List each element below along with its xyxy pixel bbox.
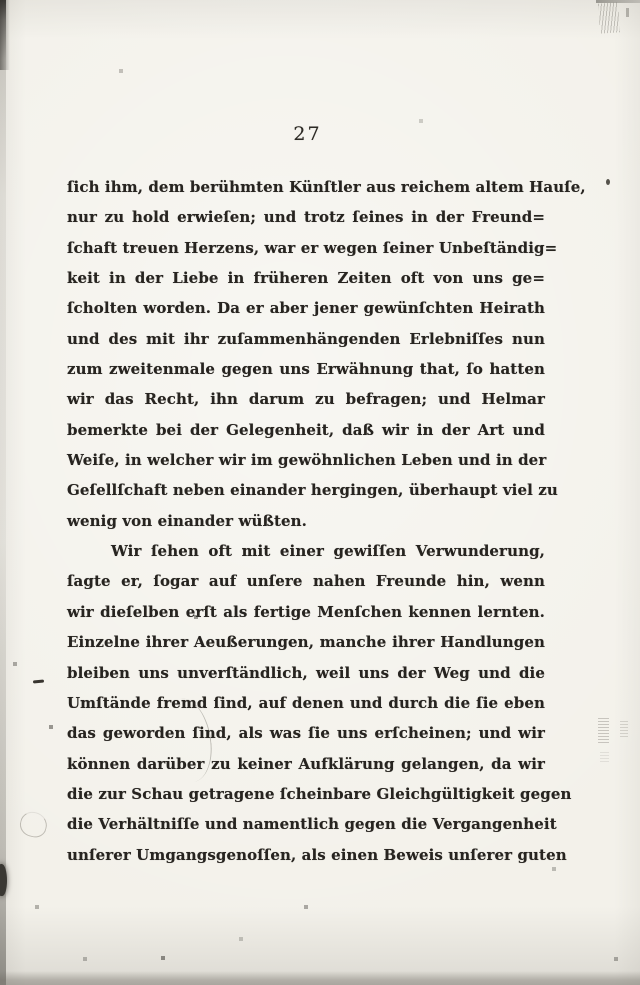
scan-smudge-right-3 xyxy=(600,750,609,762)
scan-bottom-shadow-band xyxy=(0,971,640,985)
text-line: das geworden ſind, als was ſie uns erſcheinen; und wir xyxy=(67,724,545,743)
text-line: die Verhältniſſe und namentlich gegen die Vergangenheit xyxy=(67,815,557,834)
scan-specks xyxy=(0,0,2,2)
text-line: bemerkte bei der Gelegenheit, daß wir in der Art und xyxy=(67,420,545,439)
text-line: nur zu hold erwieſen; und trotz ſeines in der Freund= xyxy=(67,208,545,227)
text-line: Wir ſehen oft mit einer gewiſſen Verwunderung, xyxy=(111,542,545,561)
scan-smudge-top-right xyxy=(598,2,620,33)
text-line: wir das Recht, ihn darum zu befragen; und Helmar xyxy=(67,390,545,409)
scan-dash-left-margin xyxy=(33,680,44,684)
text-line: ſcholten worden. Da er aber jener gewünſchten Heirath xyxy=(67,299,545,318)
text-line: wenig von einander wüßten. xyxy=(67,511,307,530)
text-line: ſich ihm, dem berühmten Künſtler aus reichem altem Hauſe, xyxy=(67,178,586,196)
text-block xyxy=(67,172,586,870)
text-line: keit in der Liebe in früheren Zeiten oft von uns ge= xyxy=(67,269,545,288)
scan-top-left-corner xyxy=(0,0,10,70)
scan-smudge-right-1 xyxy=(598,718,609,743)
scan-tick-top-right xyxy=(626,8,629,17)
text-line: die zur Schau getragene ſcheinbare Gleichgültigkeit gegen xyxy=(67,784,572,803)
text-line: wir dieſelben erſt als fertige Menſchen kennen lernten. xyxy=(67,602,545,621)
scan-dot-right-margin xyxy=(606,179,610,185)
text-line: können darüber zu keiner Aufklärung gelangen, da wir xyxy=(67,754,545,773)
text-line: Weiſe, in welcher wir im gewöhnlichen Leben und in der xyxy=(67,451,547,470)
text-line: ſchaft treuen Herzens, war er wegen ſeiner Unbeſtändig= xyxy=(67,238,558,257)
text-line: Einzelne ihrer Aeußerungen, manche ihrer Handlungen xyxy=(67,633,545,652)
text-line: unſerer Umgangsgenoſſen, als einen Beweis unſerer guten xyxy=(67,845,567,864)
text-line: Umſtände fremd ſind, auf denen und durch die ſie eben xyxy=(67,693,545,712)
text-line: ſagte er, ſogar auf unſere nahen Freunde hin, wenn xyxy=(67,572,545,591)
scan-smudge-right-2 xyxy=(620,721,628,737)
scan-left-edge-shadow xyxy=(0,0,6,985)
scan-faint-circle-mark xyxy=(17,809,49,840)
text-line: und des mit ihr zuſammenhängenden Erlebniſſes nun xyxy=(67,329,545,348)
text-line: bleiben uns unverſtändlich, weil uns der Weg und die xyxy=(67,663,545,682)
text-line: zum zweitenmale gegen uns Erwähnung that, ſo hatten xyxy=(67,360,545,379)
page-number: 27 xyxy=(293,123,322,145)
text-line: Geſellſchaft neben einander hergingen, überhaupt viel zu xyxy=(67,481,558,500)
